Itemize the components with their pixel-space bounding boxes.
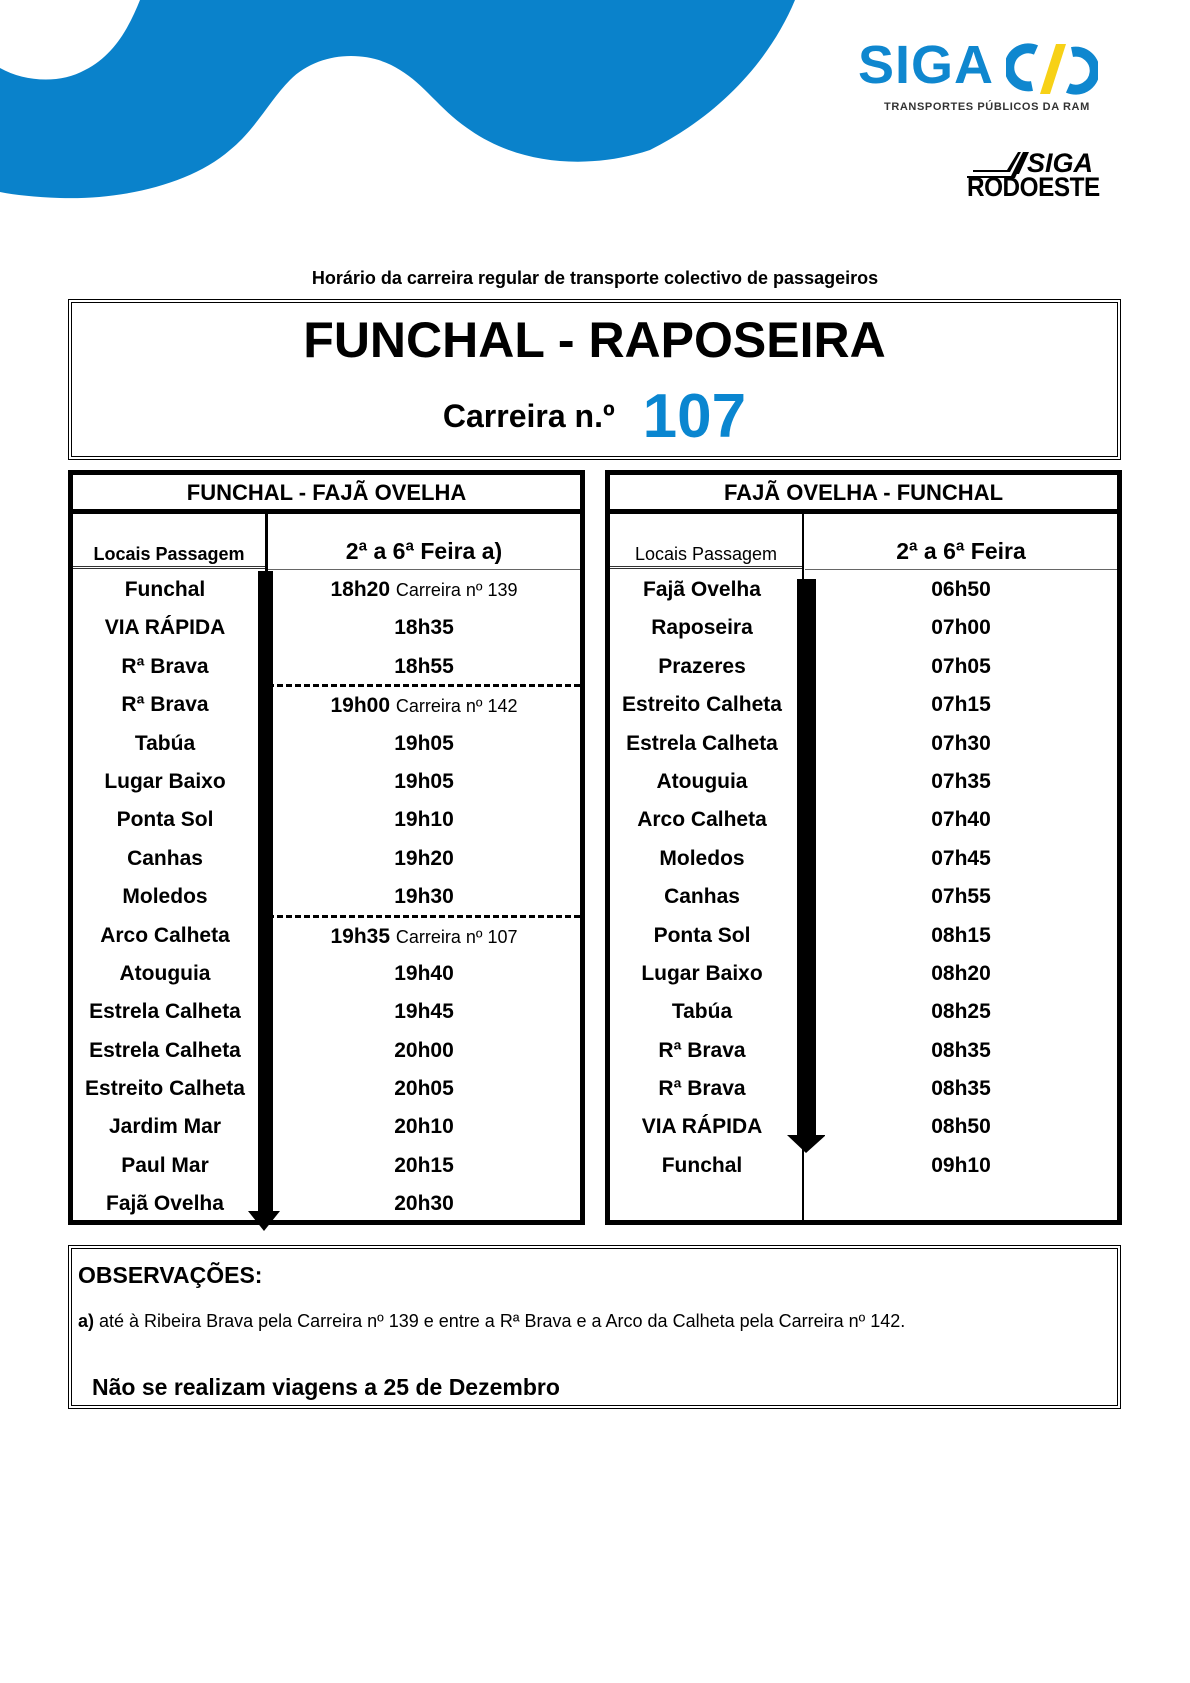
departure-time-cell [268,955,580,993]
stop-name: Ponta Sol [653,923,751,947]
route-note: Carreira nº 107 [395,926,518,947]
departure-time: 19h10 [394,808,454,832]
departure-time-cell [268,571,580,609]
departure-time-cell [805,648,1117,686]
table-row [73,955,580,993]
table-row [610,801,1117,839]
departure-time-cell [268,763,580,801]
stop-name: Ponta Sol [116,808,214,832]
departure-time-cell [805,917,1117,955]
table-row [73,609,580,647]
departure-time-cell [268,915,580,956]
stop-name: Jardim Mar [108,1115,222,1139]
stop-name: Canhas [127,846,203,870]
departure-time: 08h35 [931,1038,991,1062]
table-row [610,1108,1117,1146]
column-header-days [805,514,1117,570]
stop-name: Estreito Calheta [85,1077,245,1101]
table-row [73,840,580,878]
column-header-days-label: 2ª a 6ª Feira [896,538,1026,564]
observation-marker: a) [78,1311,95,1331]
departure-time: 07h40 [931,808,991,832]
observation-note [78,1311,905,1332]
departure-time: 19h40 [394,961,454,985]
column-header-locations-label: Locais Passagem [634,544,778,564]
direction-heading: FUNCHAL - FAJÃ OVELHA [73,475,580,514]
table-row [73,878,580,916]
stop-name: Lugar Baixo [641,961,763,985]
table-row [610,878,1117,916]
departure-time-cell [805,725,1117,763]
table-row [73,917,580,955]
departure-time-cell [805,763,1117,801]
departure-time-cell [268,1108,580,1146]
stop-name: Tabúa [671,1000,733,1024]
departure-time-cell [805,1032,1117,1070]
stop-name: Lugar Baixo [104,769,226,793]
departure-time: 20h15 [394,1153,454,1177]
route-note: Carreira nº 139 [395,580,518,600]
direction-heading: FAJÃ OVELHA - FUNCHAL [610,475,1117,514]
departure-time-cell [268,1070,580,1108]
stop-name: Atouguia [656,769,748,793]
stop-name: Canhas [664,885,740,909]
stop-name: Fajã Ovelha [643,578,761,601]
table-row [73,1185,580,1223]
stop-name: Raposeira [651,616,753,640]
timetable-inbound [605,470,1122,1225]
table-row [73,725,580,763]
table-row [73,571,580,609]
column-header-locations [73,514,265,569]
column-header-locations [610,514,802,569]
table-row [73,993,580,1031]
departure-time: 18h35 [394,616,454,640]
table-row [610,763,1117,801]
departure-time-cell [805,801,1117,839]
departure-time-cell [268,648,580,686]
table-row [73,1108,580,1146]
departure-time: 06h50 [931,578,991,601]
siga-logo [858,35,1098,118]
table-row [73,648,580,686]
departure-time: 08h50 [931,1115,991,1139]
departure-time-cell [805,1070,1117,1108]
departure-time: 19h30 [394,885,454,909]
departure-time: 19h45 [394,1000,454,1024]
departure-time-cell [268,609,580,647]
column-header-days-label: 2ª a 6ª Feira a) [345,538,503,564]
stop-name: Arco Calheta [100,923,230,947]
holiday-notice: Não se realizam viagens a 25 de Dezembro [92,1374,560,1400]
departure-time-cell [805,686,1117,724]
siga-wordmark: SIGA [858,35,995,95]
stop-name: VIA RÁPIDA [104,616,226,640]
stop-name: Estrela Calheta [626,731,778,755]
departure-time-cell [805,878,1117,916]
stop-name: Fajã Ovelha [106,1192,224,1216]
table-row [610,840,1117,878]
table-row [73,1147,580,1185]
table-row [610,686,1117,724]
table-row [73,801,580,839]
departure-time-cell [805,1108,1117,1146]
departure-time: 18h20 [330,578,391,601]
departure-time-cell [805,993,1117,1031]
table-row [610,1032,1117,1070]
table-row [610,917,1117,955]
siga-infinity-icon [1006,42,1098,96]
departure-time: 09h10 [931,1153,991,1177]
table-row [610,648,1117,686]
stop-rows [610,571,1117,1185]
route-title: FUNCHAL - RAPOSEIRA [303,312,886,368]
departure-time-cell [268,840,580,878]
departure-time-cell [805,955,1117,993]
departure-time: 07h45 [931,846,991,870]
stop-name: Arco Calheta [637,808,767,832]
decorative-wave [0,0,800,200]
route-note: Carreira nº 142 [395,696,518,717]
table-row [73,686,580,724]
departure-time: 20h00 [394,1038,454,1062]
stop-name: Rª Brava [658,1077,746,1101]
column-header-locations-label: Locais Passagem [93,544,245,564]
departure-time: 07h05 [931,654,991,678]
rodoeste-siga-text: SIGA [1027,148,1094,178]
departure-time-cell [268,1147,580,1185]
departure-time: 19h05 [394,731,454,755]
departure-time: 20h10 [394,1115,454,1139]
table-row [610,993,1117,1031]
stop-name: Rª Brava [658,1038,746,1062]
carreira-label: Carreira n.º [442,398,615,434]
siga-tagline: TRANSPORTES PÚBLICOS DA RAM [884,101,1090,113]
table-row [610,1070,1117,1108]
departure-time: 19h35 [330,924,391,948]
departure-time-cell [268,725,580,763]
stop-name: Funchal [124,578,206,601]
table-row [610,955,1117,993]
departure-time: 07h00 [931,616,991,640]
departure-time: 19h20 [394,846,454,870]
rodoeste-wordmark: RODOESTE [967,172,1100,202]
stop-name: Funchal [661,1153,743,1177]
route-number-line [72,381,1117,452]
stop-name: Estrela Calheta [89,1038,241,1062]
table-row [73,763,580,801]
table-row [610,725,1117,763]
stop-name: Prazeres [658,654,746,678]
departure-time: 20h05 [394,1077,454,1101]
table-row [73,1070,580,1108]
rodoeste-logo [967,150,1099,206]
departure-time: 07h35 [931,769,991,793]
departure-time: 07h30 [931,731,991,755]
departure-time: 19h00 [330,694,391,718]
stop-name: Paul Mar [121,1153,209,1177]
table-row [610,609,1117,647]
stop-name: Moledos [659,846,745,870]
table-row [610,571,1117,609]
timetable-outbound [68,470,585,1225]
departure-time: 07h55 [931,885,991,909]
carreira-number: 107 [642,382,747,451]
departure-time-cell [268,684,580,725]
departure-time-cell [805,840,1117,878]
stop-name: Atouguia [119,961,211,985]
observation-text: até à Ribeira Brava pela Carreira nº 139 e entre a Rª Brava e a Arco da Calheta pela Carreira nº 142. [94,1311,906,1331]
stop-name: Estreito Calheta [622,693,782,717]
observations-title: OBSERVAÇÕES: [78,1262,263,1288]
departure-time: 08h25 [931,1000,991,1024]
departure-time: 08h15 [931,923,991,947]
departure-time: 08h35 [931,1077,991,1101]
stop-name: Estrela Calheta [89,1000,241,1024]
route-title-box [68,299,1121,460]
stop-name: Tabúa [134,731,196,755]
departure-time: 19h05 [394,769,454,793]
stop-rows [73,571,580,1224]
departure-time: 07h15 [931,693,991,717]
departure-time: 20h30 [394,1192,454,1216]
departure-time-cell [805,1147,1117,1185]
departure-time-cell [268,1032,580,1070]
departure-time-cell [268,1185,580,1223]
stop-name: VIA RÁPIDA [641,1115,763,1139]
departure-time-cell [805,609,1117,647]
stop-name: Rª Brava [121,654,209,678]
departure-time: 18h55 [394,654,454,678]
stop-name: Moledos [122,885,208,909]
departure-time-cell [268,801,580,839]
table-row [610,1147,1117,1185]
stop-name: Rª Brava [121,693,209,717]
departure-time-cell [805,571,1117,609]
column-header-days [268,514,580,570]
departure-time-cell [268,993,580,1031]
document-subtitle: Horário da carreira regular de transporte colectivo de passageiros [311,268,879,288]
table-row [73,1032,580,1070]
observations-box [68,1245,1121,1409]
departure-time-cell [268,878,580,916]
departure-time: 08h20 [931,961,991,985]
